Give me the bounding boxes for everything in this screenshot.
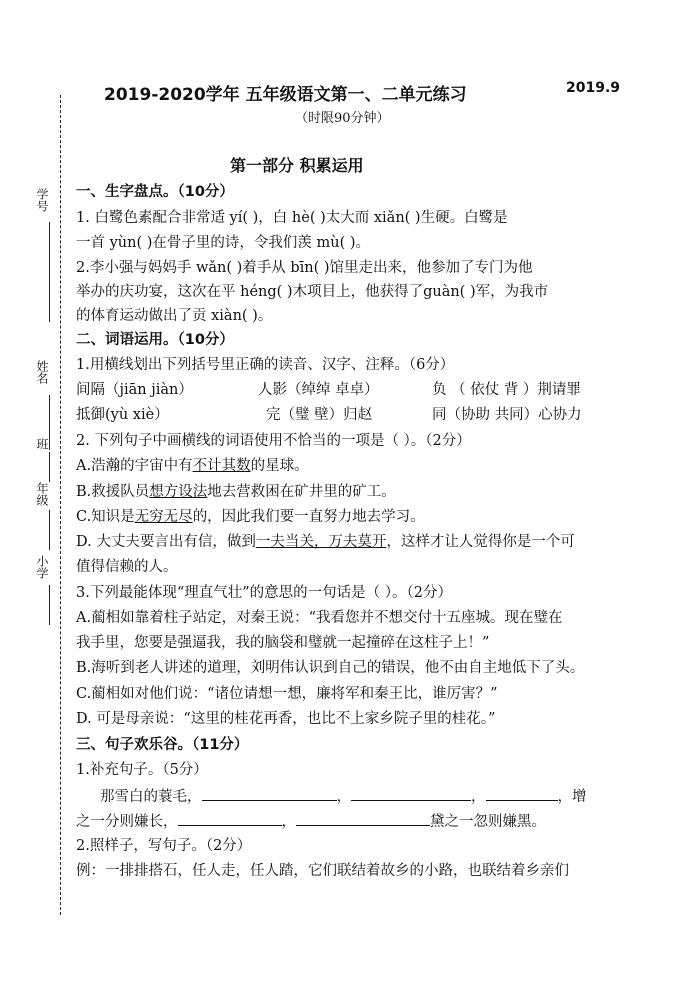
- s3-text-suomao: 那雪白的蓑毛，: [100, 789, 202, 805]
- student-number-label: 学号: [35, 188, 49, 212]
- class-blank: [49, 452, 50, 482]
- q2d-text-end: ，这样才让人觉得你是一个可: [386, 534, 575, 550]
- section1-title: 一、生字盘点。（10分）: [76, 184, 234, 200]
- answer-blank[interactable]: [178, 811, 282, 826]
- binding-dashed-line: [60, 95, 61, 915]
- q2c-underlined: 无穷无尽: [134, 509, 193, 525]
- s2-q3-c: C.蔺相如对他们说：“诸位请想一想，廉将军和秦王比，谁厉害？”: [76, 686, 498, 702]
- s3-q1-line1: [100, 786, 587, 807]
- grade-label: 年级: [35, 482, 49, 506]
- s2-q2: 2. 下列句子中画横线的词语使用不恰当的一项是（ ）。（2分）: [76, 433, 471, 449]
- s3-q1-line2: [76, 811, 546, 832]
- s2-q3-a1: A.蔺相如靠着柱子站定，对秦王说：“我看您并不想交付十五座城。现在璧在: [76, 610, 563, 626]
- student-number-blank: [49, 222, 50, 322]
- grade-blank: [49, 510, 50, 550]
- s2-row1: [76, 380, 581, 400]
- s3-q1: 1.补充句子。（5分）: [76, 762, 208, 778]
- s2-item-tongxin: 同（协助 共同）心协力: [432, 407, 582, 423]
- s2-item-diyu: 抵御(yù xiè）: [76, 407, 169, 423]
- school-blank: [49, 585, 50, 625]
- s3-text-zeng: ，增: [557, 789, 587, 805]
- name-blank: [49, 395, 50, 450]
- school-label: 小学: [35, 555, 49, 579]
- exam-title: 2019-2020学年 五年级语文第一、二单元练习: [104, 85, 467, 105]
- q2a-underlined: 不计其数: [192, 458, 251, 474]
- s2-q2-a: [76, 456, 309, 476]
- time-limit: （时限90分钟）: [295, 111, 390, 126]
- s2-q3-a2: 我手里，您要是强逼我，我的脑袋和璧就一起撞碎在这柱子上！”: [76, 635, 490, 651]
- q2a-text: A.浩瀚的宇宙中有: [76, 458, 193, 474]
- s2-q3-b: B.海听到老人讲述的道理，刘明伟认识到自己的错误，他不由自主地低下了头。: [76, 660, 585, 676]
- q2b-underlined: 想方设法: [149, 484, 208, 500]
- answer-blank[interactable]: [296, 811, 430, 826]
- exam-date: 2019.9: [566, 80, 621, 96]
- s3-comma: ，: [281, 814, 296, 830]
- s1-line1: 1. 白鹭色素配合非常适 yí( )，白 hè( )太大而 xiǎn( )生硬。白鹭是: [76, 210, 508, 226]
- s2-q3: 3.下列最能体现“理直气壮”的意思的一句话是（ ）。（2分）: [76, 585, 452, 601]
- answer-blank[interactable]: [202, 786, 337, 801]
- name-label: 姓名: [35, 360, 49, 384]
- s3-comma: ，: [336, 789, 351, 805]
- s3-example: 例：一排排搭石，任人走，任人踏，它们联结着故乡的小路，也联结着乡亲们: [76, 863, 569, 879]
- class-label: 班: [35, 438, 49, 450]
- q2c-text: C.知识是: [76, 509, 135, 525]
- q2a-text-end: 的星球。: [250, 458, 309, 474]
- s2-row2: [76, 405, 582, 425]
- s3-text-xianchang: 之一分则嫌长，: [76, 814, 178, 830]
- s2-q2-d: [76, 532, 575, 552]
- section3-title: 三、句子欢乐谷。（11分）: [76, 737, 249, 753]
- s1-line3: 2.李小强与妈妈手 wǎn( )着手从 bīn( )馆里走出来，他参加了专门为他: [76, 260, 533, 276]
- s2-item-fujing: 负 （ 依仗 背 ）荆请罪: [432, 382, 581, 398]
- q2d-text: D. 大丈夫要言出有信，做到: [76, 534, 256, 550]
- s3-q2: 2.照样子，写句子。（2分）: [76, 838, 252, 854]
- s3-text-xianhei: 黛之一忽则嫌黑。: [430, 814, 546, 830]
- s2-q2-d-cont: 值得信赖的人。: [76, 559, 178, 575]
- s2-item-wanbi: 完（璧 壁）归赵: [266, 407, 373, 423]
- s1-line4: 举办的庆功宴，这次在平 héng( )木项目上，他获得了guàn( )军，为我市: [76, 284, 549, 300]
- s1-line5: 的体育运动做出了贡 xiàn( )。: [76, 308, 273, 324]
- s2-item-renying: 人影（绰绰 卓卓）: [258, 382, 379, 398]
- s2-q3-d: D. 可是母亲说：“这里的桂花再香，也比不上家乡院子里的桂花。”: [76, 711, 496, 727]
- q2b-text-end: 地去营救困在矿井里的矿工。: [207, 484, 396, 500]
- q2d-underlined: 一夫当关，万夫莫开: [255, 534, 387, 550]
- section2-title: 二、词语运用。（10分）: [76, 332, 234, 348]
- s1-line2: 一首 yùn( )在骨子里的诗，令我们羡 mù( )。: [76, 235, 371, 251]
- answer-blank[interactable]: [351, 786, 471, 801]
- q2c-text-end: 的，因此我们要一直努力地去学习。: [192, 509, 425, 525]
- s2-item-jiange: 间隔（jiān jiàn）: [76, 382, 193, 398]
- s2-q2-b: [76, 482, 396, 502]
- s2-line1: 1.用横线划出下列括号里正确的读音、汉字、注释。（6分）: [76, 357, 455, 373]
- s3-comma: ，: [471, 789, 486, 805]
- part-title: 第一部分 积累运用: [230, 156, 364, 175]
- q2b-text: B.救援队员: [76, 484, 150, 500]
- answer-blank[interactable]: [486, 786, 558, 801]
- s2-q2-c: [76, 507, 425, 527]
